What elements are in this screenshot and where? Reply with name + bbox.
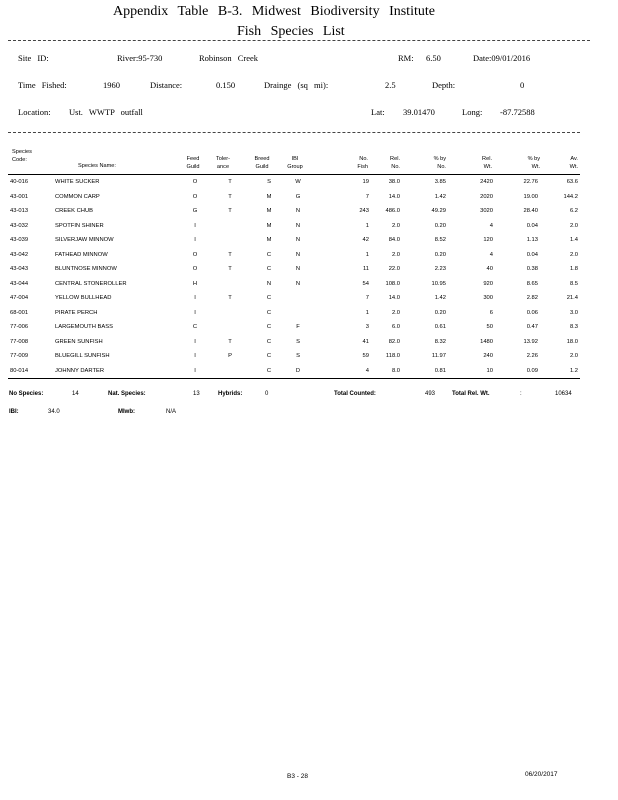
av-wt: 1.2: [569, 367, 578, 374]
report-title: Appendix Table B-3. Midwest Biodiversity Institute: [113, 4, 435, 19]
rel-wt: 240: [483, 353, 493, 359]
species-code: 43-032: [10, 222, 29, 229]
av-wt: 8.3: [569, 324, 578, 330]
breed-guild: M: [266, 208, 272, 214]
pct-by-no: 8.52: [434, 237, 446, 243]
feed-guild: O: [192, 251, 198, 258]
time-fished-value: 1960: [103, 80, 120, 90]
species-name: CREEK CHUB: [55, 208, 94, 214]
col-header-pct-wt: % by Wt.: [527, 156, 540, 170]
feed-guild: O: [192, 266, 198, 272]
pct-by-wt: 0.04: [526, 251, 538, 258]
breed-guild: M: [266, 222, 272, 229]
breed-guild: C: [266, 338, 272, 345]
total-rel-wt-label: Total Rel. Wt.: [452, 391, 490, 397]
av-wt: 2.0: [569, 251, 578, 258]
depth-label: Depth:: [432, 80, 456, 90]
no-fish: 41: [362, 338, 369, 345]
species-code: 77-009: [10, 353, 29, 359]
pct-by-wt: 0.09: [526, 367, 538, 374]
feed-guild: I: [194, 222, 196, 229]
sample-date: Date:09/01/2016: [473, 53, 531, 63]
feed-guild: O: [192, 179, 198, 185]
col-header-no-fish: No. Fish: [357, 156, 368, 170]
drainage-label: Drainge (sq mi):: [264, 80, 329, 90]
tolerance: T: [228, 295, 232, 301]
species-code: 43-039: [10, 237, 29, 243]
no-fish: 19: [362, 179, 369, 185]
pct-by-no: 11.97: [431, 353, 446, 359]
pct-by-wt: 0.06: [526, 309, 538, 316]
species-code: 43-043: [10, 266, 29, 272]
page-number: B3 - 28: [287, 773, 308, 780]
pct-by-no: 0.20: [434, 251, 446, 258]
miwb-value: N/A: [166, 409, 177, 415]
rel-no: 108.0: [385, 280, 400, 287]
col-header-feed: Feed Guild: [186, 156, 200, 170]
av-wt: 6.2: [569, 208, 578, 214]
feed-guild: O: [192, 193, 198, 200]
species-code: 43-001: [10, 193, 29, 200]
no-species-label: No Species:: [9, 391, 44, 397]
ibi-value: 34.0: [48, 409, 60, 415]
pct-by-wt: 22.76: [523, 179, 538, 185]
location-label: Location:: [18, 107, 51, 117]
col-header-pct-no: % by No.: [433, 156, 446, 170]
feed-guild: G: [192, 208, 198, 214]
rel-no: 84.0: [388, 237, 400, 243]
feed-guild: I: [194, 309, 196, 316]
av-wt: 1.4: [569, 237, 578, 243]
col-header-breed: Breed Guild: [254, 156, 270, 170]
rm-value: 6.50: [426, 53, 441, 63]
ibi-group: F: [296, 324, 300, 330]
tolerance: T: [228, 338, 232, 345]
pct-by-wt: 0.47: [526, 324, 538, 330]
divider: [8, 132, 580, 133]
tolerance: T: [228, 266, 232, 272]
ibi-group: N: [295, 280, 301, 287]
species-code: 43-013: [10, 208, 29, 214]
rel-no: 14.0: [388, 193, 400, 200]
av-wt: 2.0: [569, 222, 578, 229]
time-fished-label: Time Fished:: [18, 80, 67, 90]
no-fish: 59: [362, 353, 369, 359]
breed-guild: C: [266, 295, 272, 301]
total-counted-label: Total Counted:: [334, 391, 376, 397]
pct-by-wt: 0.04: [526, 222, 538, 229]
long-value: -87.72588: [500, 107, 535, 117]
rel-wt: 3020: [480, 208, 493, 214]
hybrids-value: 0: [265, 391, 269, 397]
species-code: 43-042: [10, 251, 29, 258]
rel-wt: 2420: [480, 179, 493, 185]
species-code: 80-014: [10, 367, 29, 374]
pct-by-wt: 28.40: [523, 208, 538, 214]
location-value: Ust. WWTP outfall: [69, 107, 143, 117]
total-rel-wt-colon: :: [520, 391, 522, 397]
no-fish: 7: [365, 295, 369, 301]
lat-value: 39.01470: [403, 107, 435, 117]
long-label: Long:: [462, 107, 483, 117]
divider: [8, 40, 590, 41]
species-code: 43-044: [10, 280, 29, 287]
rel-wt: 50: [486, 324, 493, 330]
ibi-group: S: [296, 338, 300, 345]
no-fish: 54: [362, 280, 369, 287]
nat-species-label: Nat. Species:: [108, 391, 146, 397]
table-top-rule: [8, 174, 580, 175]
pct-by-wt: 2.82: [526, 295, 538, 301]
ibi-label: IBI:: [9, 409, 19, 415]
pct-by-no: 3.85: [434, 179, 446, 185]
species-name: CENTRAL STONEROLLER: [55, 280, 127, 287]
rel-wt: 4: [489, 222, 493, 229]
breed-guild: C: [266, 251, 272, 258]
feed-guild: I: [194, 237, 196, 243]
distance-value: 0.150: [216, 80, 236, 90]
no-fish: 7: [365, 193, 369, 200]
breed-guild: C: [266, 266, 272, 272]
tolerance: T: [228, 193, 232, 200]
species-name: COMMON CARP: [55, 193, 100, 200]
species-code: 47-004: [10, 295, 29, 301]
av-wt: 1.8: [569, 266, 578, 272]
no-fish: 4: [365, 367, 369, 374]
species-name: BLUNTNOSE MINNOW: [55, 266, 117, 272]
rel-wt: 2020: [480, 193, 493, 200]
pct-by-wt: 2.26: [526, 353, 538, 359]
site-id-value: River:95-730: [117, 53, 163, 63]
rel-wt: 40: [486, 266, 493, 272]
rel-no: 22.0: [388, 266, 400, 272]
feed-guild: H: [192, 280, 198, 287]
species-code: 77-008: [10, 338, 29, 345]
col-header-rel-wt: Rel. Wt.: [482, 156, 492, 170]
av-wt: 2.0: [569, 353, 578, 359]
species-code: 77-006: [10, 324, 29, 330]
pct-by-wt: 0.38: [526, 266, 538, 272]
species-name: GREEN SUNFISH: [55, 338, 103, 345]
col-header-name: Species Name:: [78, 163, 116, 169]
rel-no: 2.0: [391, 309, 400, 316]
no-fish: 11: [362, 266, 369, 272]
col-header-ibi: IBI Group: [287, 156, 303, 170]
tolerance: T: [228, 208, 232, 214]
pct-by-no: 8.32: [434, 338, 446, 345]
no-fish: 1: [365, 251, 369, 258]
pct-by-wt: 8.65: [526, 280, 538, 287]
rel-no: 38.0: [388, 179, 400, 185]
species-name: WHITE SUCKER: [55, 179, 100, 185]
print-date: 06/20/2017: [525, 771, 558, 778]
no-fish: 42: [362, 237, 369, 243]
pct-by-no: 49.29: [431, 208, 446, 214]
col-header-tolerance: Toler- ance: [216, 156, 230, 170]
breed-guild: S: [267, 179, 271, 185]
species-name: BLUEGILL SUNFISH: [55, 353, 110, 359]
ibi-group: D: [295, 367, 301, 374]
miwb-label: MIwb:: [118, 409, 135, 415]
species-name: SPOTFIN SHINER: [55, 222, 104, 229]
ibi-group: W: [295, 179, 301, 185]
site-id-label: Site ID:: [18, 53, 49, 63]
no-fish: 1: [365, 222, 369, 229]
rm-label: RM:: [398, 53, 414, 63]
rel-wt: 6: [489, 309, 493, 316]
report-subtitle: Fish Species List: [237, 24, 345, 39]
breed-guild: C: [266, 309, 272, 316]
rel-wt: 300: [483, 295, 493, 301]
lat-label: Lat:: [371, 107, 385, 117]
depth-value: 0: [520, 80, 525, 90]
av-wt: 144.2: [563, 193, 578, 200]
breed-guild: C: [266, 324, 272, 330]
feed-guild: C: [192, 324, 198, 330]
no-fish: 3: [365, 324, 369, 330]
species-code: 68-001: [10, 309, 29, 316]
distance-label: Distance:: [150, 80, 183, 90]
pct-by-no: 10.95: [431, 280, 446, 287]
tolerance: T: [228, 251, 232, 258]
pct-by-no: 0.61: [434, 324, 446, 330]
pct-by-no: 2.23: [434, 266, 446, 272]
rel-no: 486.0: [385, 208, 400, 214]
no-fish: 1: [365, 309, 369, 316]
pct-by-wt: 13.92: [523, 338, 538, 345]
ibi-group: N: [295, 251, 301, 258]
breed-guild: C: [266, 353, 272, 359]
col-header-av-wt: Av. Wt.: [569, 156, 578, 170]
feed-guild: I: [194, 367, 196, 374]
species-name: SILVERJAW MINNOW: [55, 237, 114, 243]
pct-by-wt: 19.00: [523, 193, 538, 200]
ibi-group: N: [295, 222, 301, 229]
rel-no: 6.0: [391, 324, 400, 330]
rel-no: 2.0: [391, 222, 400, 229]
species-name: PIRATE PERCH: [55, 309, 98, 316]
tolerance: T: [228, 179, 232, 185]
pct-by-no: 0.20: [434, 309, 446, 316]
hybrids-label: Hybrids:: [218, 391, 243, 397]
pct-by-no: 1.42: [434, 193, 446, 200]
breed-guild: N: [266, 280, 272, 287]
total-rel-wt-value: 10634: [555, 391, 572, 397]
breed-guild: M: [266, 193, 272, 200]
ibi-group: S: [296, 353, 300, 359]
feed-guild: I: [194, 353, 196, 359]
rel-wt: 120: [483, 237, 493, 243]
no-fish: 243: [359, 208, 369, 214]
pct-by-wt: 1.13: [526, 237, 538, 243]
pct-by-no: 0.20: [434, 222, 446, 229]
species-name: JOHNNY DARTER: [55, 367, 105, 374]
ibi-group: N: [295, 208, 301, 214]
rel-no: 118.0: [385, 353, 400, 359]
ibi-group: N: [295, 266, 301, 272]
pct-by-no: 1.42: [434, 295, 446, 301]
no-species-value: 14: [72, 391, 79, 397]
rel-wt: 10: [486, 367, 493, 374]
species-name: YELLOW BULLHEAD: [55, 295, 112, 301]
table-bottom-rule: [8, 378, 580, 379]
col-header-rel-no: Rel. No.: [390, 156, 400, 170]
species-name: LARGEMOUTH BASS: [55, 324, 113, 330]
rel-wt: 4: [489, 251, 493, 258]
ibi-group: G: [295, 193, 301, 200]
breed-guild: M: [266, 237, 272, 243]
drainage-value: 2.5: [385, 80, 396, 90]
av-wt: 8.5: [569, 280, 578, 287]
pct-by-no: 0.81: [434, 367, 446, 374]
col-header-code: Species Code:: [12, 149, 32, 163]
feed-guild: I: [194, 338, 196, 345]
tolerance: P: [228, 353, 232, 359]
av-wt: 18.0: [566, 338, 578, 345]
species-code: 40-016: [10, 179, 29, 185]
species-name: FATHEAD MINNOW: [55, 251, 108, 258]
av-wt: 63.6: [566, 179, 578, 185]
av-wt: 3.0: [569, 309, 578, 316]
rel-no: 82.0: [388, 338, 400, 345]
total-counted-value: 493: [425, 391, 436, 397]
rel-wt: 920: [483, 280, 493, 287]
rel-no: 2.0: [391, 251, 400, 258]
stream-name: Robinson Creek: [199, 53, 259, 63]
feed-guild: I: [194, 295, 196, 301]
nat-species-value: 13: [193, 391, 200, 397]
rel-wt: 1480: [480, 338, 493, 345]
rel-no: 14.0: [388, 295, 400, 301]
ibi-group: N: [295, 237, 301, 243]
breed-guild: C: [266, 367, 272, 374]
av-wt: 21.4: [566, 295, 578, 301]
rel-no: 8.0: [391, 367, 400, 374]
